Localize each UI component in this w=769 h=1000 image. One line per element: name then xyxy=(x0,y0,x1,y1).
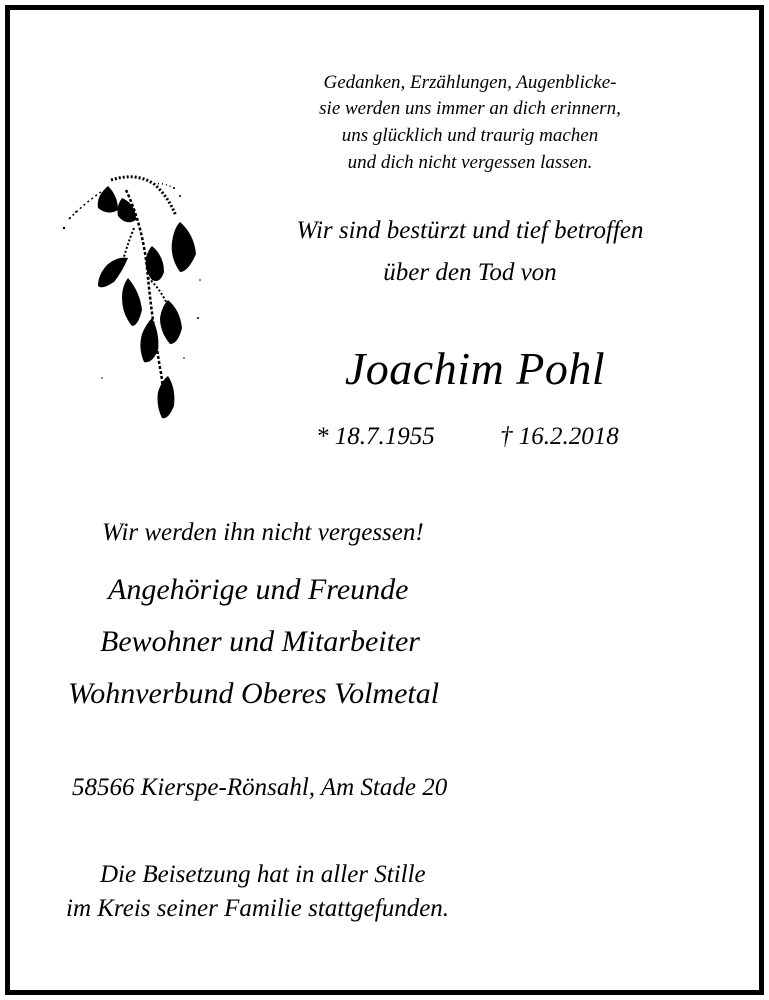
burial-line-2: im Kreis seiner Familie stattgefunden. xyxy=(66,895,450,922)
deceased-name: Joachim Pohl xyxy=(344,343,606,394)
intro-line-1: Wir sind bestürzt und tief betroffen xyxy=(296,217,644,244)
remembrance-line: Wir werden ihn nicht vergessen! xyxy=(102,519,424,546)
intro-line-2: über den Tod von xyxy=(383,259,557,286)
signers-line-1: Angehörige und Freunde xyxy=(108,573,409,606)
death-date: † 16.2.2018 xyxy=(500,423,619,450)
signers-line-3: Wohnverbund Oberes Volmetal xyxy=(68,677,440,710)
poem-line-1: Gedanken, Erzählungen, Augenblicke- xyxy=(323,72,617,93)
birth-date: * 18.7.1955 xyxy=(316,423,435,450)
poem-line-2: sie werden uns immer an dich erinnern, xyxy=(319,98,621,119)
birch-branch-icon xyxy=(56,168,206,423)
burial-line-1: Die Beisetzung hat in aller Stille xyxy=(100,861,426,888)
address-line: 58566 Kierspe-Rönsahl, Am Stade 20 xyxy=(72,774,448,801)
poem-line-4: und dich nicht vergessen lassen. xyxy=(347,152,593,173)
poem-line-3: uns glücklich und traurig machen xyxy=(341,125,599,146)
signers-line-2: Bewohner und Mitarbeiter xyxy=(100,625,420,658)
